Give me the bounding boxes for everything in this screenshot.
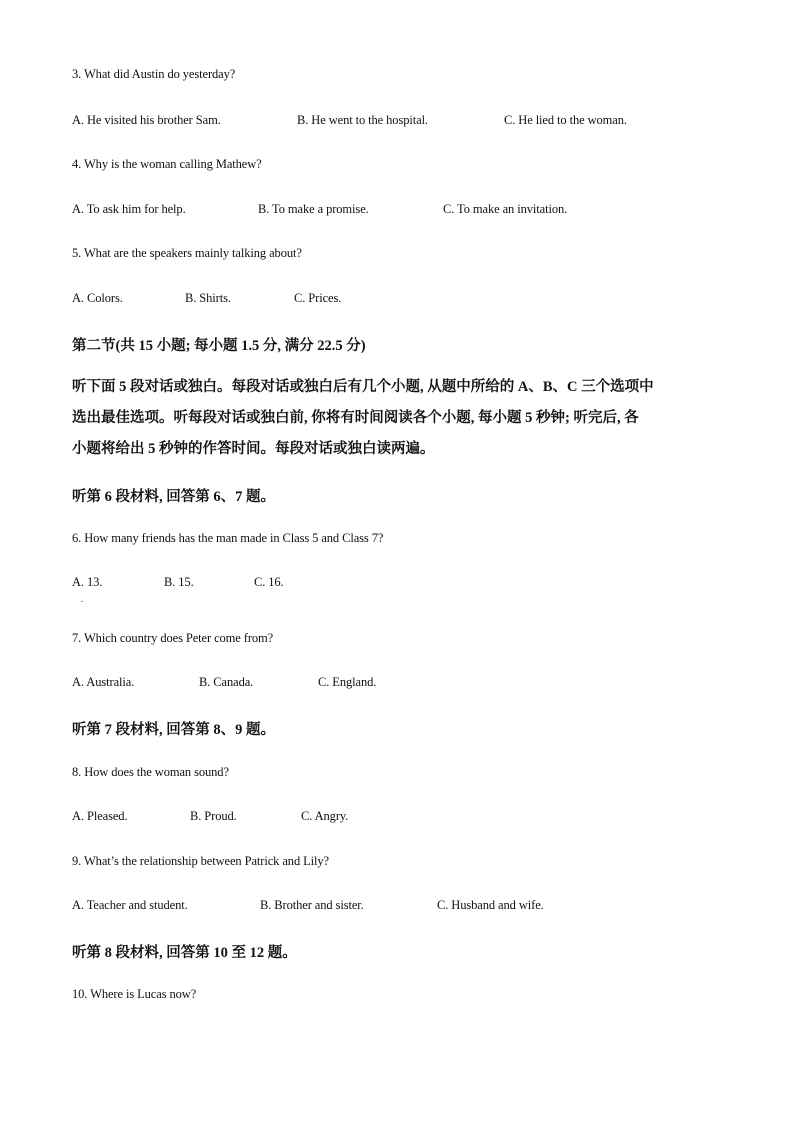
q5-option-c: C. Prices.	[294, 291, 342, 305]
question-8: 8. How does the woman sound?	[72, 765, 229, 779]
instruction-line: 选出最佳选项。听每段对话或独白前, 你将有时间阅读各个小题, 每小题 5 秒钟; 听完后, 各	[72, 410, 639, 426]
material-8-heading: 听第 8 段材料, 回答第 10 至 12 题。	[72, 945, 297, 961]
q8-option-a: A. Pleased.	[72, 809, 128, 823]
q9-option-b: B. Brother and sister.	[260, 898, 364, 912]
q7-option-a: A. Australia.	[72, 675, 135, 689]
question-10: 10. Where is Lucas now?	[72, 987, 197, 1001]
question-4: 4. Why is the woman calling Mathew?	[72, 157, 262, 171]
q7-option-c: C. England.	[318, 675, 377, 689]
q4-option-c: C. To make an invitation.	[443, 202, 568, 216]
stray-mark: .	[81, 594, 84, 604]
q5-option-b: B. Shirts.	[185, 291, 231, 305]
q7-option-b: B. Canada.	[199, 675, 254, 689]
material-7-heading: 听第 7 段材料, 回答第 8、9 题。	[72, 722, 275, 738]
material-6-heading: 听第 6 段材料, 回答第 6、7 题。	[72, 489, 275, 505]
q4-option-b: B. To make a promise.	[258, 202, 369, 216]
q3-option-a: A. He visited his brother Sam.	[72, 113, 221, 127]
question-9: 9. What’s the relationship between Patrick and Lily?	[72, 854, 329, 868]
q8-option-c: C. Angry.	[301, 809, 349, 823]
q3-option-c: C. He lied to the woman.	[504, 113, 627, 127]
q6-option-c: C. 16.	[254, 575, 284, 589]
q6-option-b: B. 15.	[164, 575, 194, 589]
section-2-heading: 第二节(共 15 小题; 每小题 1.5 分, 满分 22.5 分)	[72, 338, 366, 354]
q8-option-b: B. Proud.	[190, 809, 237, 823]
question-3: 3. What did Austin do yesterday?	[72, 67, 236, 81]
q4-option-a: A. To ask him for help.	[72, 202, 186, 216]
q9-option-a: A. Teacher and student.	[72, 898, 188, 912]
instruction-line: 小题将给出 5 秒钟的作答时间。每段对话或独白读两遍。	[72, 441, 435, 457]
q3-option-b: B. He went to the hospital.	[297, 113, 428, 127]
q6-option-a: A. 13.	[72, 575, 103, 589]
instruction-line: 听下面 5 段对话或独白。每段对话或独白后有几个小题, 从题中所给的 A、B、C 三个选项中	[72, 379, 654, 395]
section-2-instructions	[72, 372, 722, 465]
q5-option-a: A. Colors.	[72, 291, 123, 305]
question-6: 6. How many friends has the man made in Class 5 and Class 7?	[72, 531, 384, 545]
q9-option-c: C. Husband and wife.	[437, 898, 544, 912]
question-5: 5. What are the speakers mainly talking about?	[72, 246, 302, 260]
question-7: 7. Which country does Peter come from?	[72, 631, 274, 645]
